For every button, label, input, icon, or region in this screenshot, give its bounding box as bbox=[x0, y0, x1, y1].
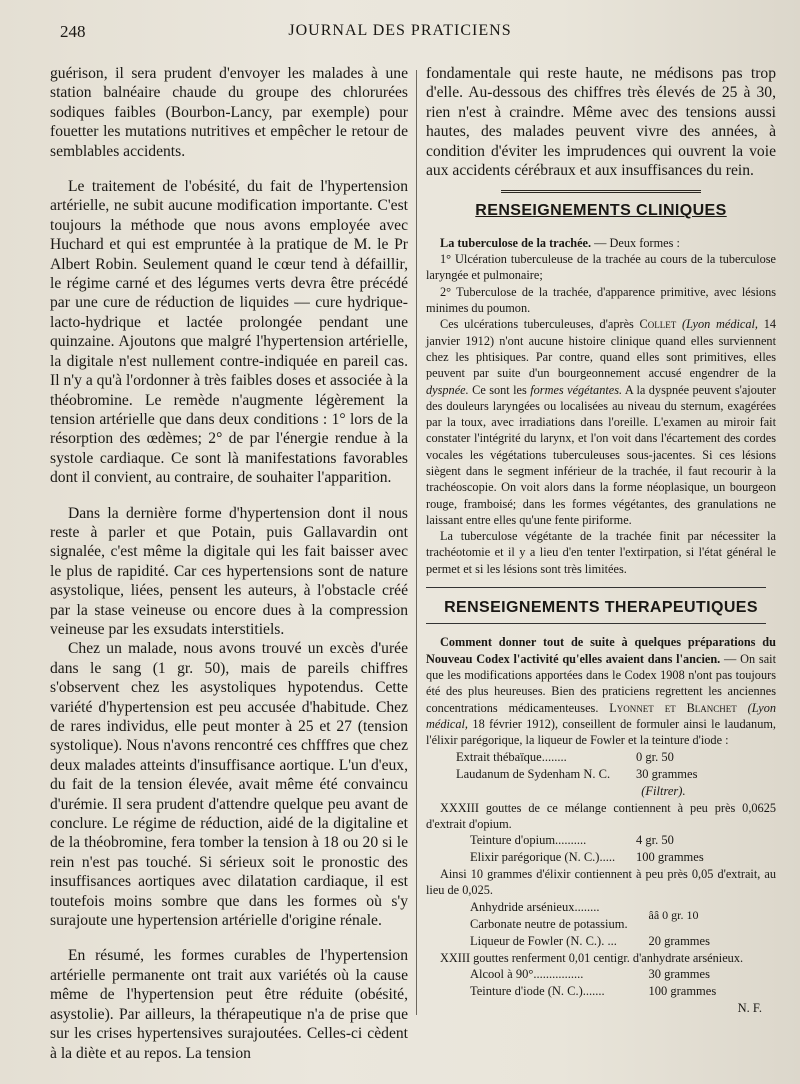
author-name: Collet bbox=[639, 317, 677, 332]
paragraph: La tuberculose végétante de la trachée finit par nécessiter la trachéotomie et il y a lieu d'en tenter l'extirpation, si l'état général le permet et si les lésions sont très limitées. bbox=[426, 529, 776, 576]
paragraph: Le traitement de l'obésité, du fait de l'hypertension artérielle, ne subit aucune modification importante. C'est toujours la méthode que nous avons employée avec Huchard et qui est empruntée à la pratique de M. le Pr Albert Robin. Seulement quand le cœur tend à défaillir, le régime carné et des légumes verts devra être précédé par une cure de réduction de liquides — cure hydrique-lacto-hydrique et lactée prolongée pendant une quinzaine. Ajoutons que malgré l'hypertension artérielle, la digitale n'est nullement contre-indiquée en pareil cas. Il n'y a qu'à l'ordonner à très faibles doses et associée à la théobromine. Le remède n'augmente légèrement la tension artérielle que dans deux conditions : 1° lors de la résorption des œdèmes; 2° de par l'énergie rendue à la systole cardiaque. Ce sont là manifestations favorables dont il convient, au contraire, de souhaiter l'apparition. bbox=[50, 178, 408, 487]
article-lead-text: — Deux formes : bbox=[591, 235, 680, 250]
article-title: La tuberculose de la trachée. bbox=[440, 235, 592, 250]
quantity: 0 gr. 50 bbox=[636, 749, 674, 764]
list-item: 1° Ulcération tuberculeuse de la trachée au cours de la tuberculose laryngée et pulmonaire; bbox=[426, 252, 776, 283]
prescription-row bbox=[426, 783, 776, 800]
prescription-row bbox=[426, 966, 776, 983]
quantity: 20 grammes bbox=[648, 933, 710, 948]
journal-citation: (Lyon médical, bbox=[426, 700, 776, 731]
quantity: 30 grammes bbox=[648, 967, 710, 982]
quantity: 100 grammes bbox=[636, 850, 704, 865]
paragraph: Dans la dernière forme d'hypertension dont il nous reste à parler et que Potain, puis Gallavardin ont signalée, c'est même la digitale qui les fait baisser avec le plus de rapidité. Car ces hypertensions sont de nature asystolique, liées, pensent les auteurs, à l'obstacle créé par la stase veineuse ou encore dues à la compression veineuse par les exsudats interstitiels. bbox=[50, 504, 408, 638]
paragraph: En résumé, les formes curables de l'hypertension artérielle permanente ont trait aux variétés où la cause même de l'hypertension peut être réduite (obésité, asystolie). Par ailleurs, la thérapeutique n'a de prise que sur les crises hypertensives surajoutées. Celles-ci cèdent à la diète et au repos. La tension bbox=[50, 947, 408, 1062]
paragraph: Ainsi 10 grammes d'élixir contiennent à peu près 0,05 d'extrait, au lieu de 0,025. bbox=[426, 867, 776, 898]
prescription-row bbox=[426, 832, 776, 849]
quantity: 4 gr. 50 bbox=[636, 833, 674, 848]
ingredient: Elixir parégorique (N. C.)..... bbox=[470, 850, 616, 865]
ingredient: Carbonate neutre de potassium. bbox=[470, 916, 628, 931]
therapeutic-section bbox=[426, 634, 776, 1016]
ingredient: Laudanum de Sydenham N. C. bbox=[456, 766, 611, 781]
column-divider bbox=[416, 70, 417, 1015]
author-names: Lyonnet et Blanchet bbox=[609, 700, 737, 715]
text-run: — On sait que les modifications apportées dans le Codex 1908 n'ont pas toujours été des plus heureuses. Bien des praticiens regrettent les anciennes concentrations médicamenteuses. bbox=[426, 651, 776, 715]
ingredient: Extrait thébaïque........ bbox=[456, 749, 567, 764]
left-column bbox=[50, 64, 408, 1063]
text-run: 14 janvier 1912) n'ont aucune histoire clinique quand elles surviennent chez les phtisiques. Par contre, quand elles sont primitives, elles peuvent par suite d'un bourgeonnement accusé engendrer de la bbox=[426, 317, 777, 381]
clinical-section bbox=[426, 235, 776, 577]
text-run: 18 février 1912), conseillent de formuler ainsi le laudanum, l'élixir parégorique, la liqueur de Fowler et la teinture d'iode : bbox=[426, 716, 776, 748]
prescription-row bbox=[426, 766, 776, 783]
paragraph: XXIII gouttes renferment 0,01 centigr. d'anhydrate arsénieux. bbox=[440, 950, 744, 965]
prescription-row bbox=[426, 749, 776, 766]
paragraph: XXXIII gouttes de ce mélange contiennent à peu près 0,0625 d'extrait d'opium. bbox=[426, 800, 776, 831]
running-head bbox=[0, 22, 800, 44]
text-run: Ce sont les bbox=[468, 382, 531, 397]
ingredient: Alcool à 90°................ bbox=[470, 967, 584, 982]
quantity: ââ 0 gr. 10 bbox=[648, 907, 699, 922]
page-number: 248 bbox=[60, 22, 86, 41]
prescription-row bbox=[426, 849, 776, 866]
section-title-therapeutic: RENSEIGNEMENTS THERAPEUTIQUES bbox=[444, 599, 758, 617]
prescription-row bbox=[426, 983, 776, 1000]
quantity: 30 grammes bbox=[636, 766, 698, 781]
text-run: A la dyspnée peuvent s'ajouter des douleurs laryngées ou localisées au niveau du sternum, exagérées par la toux, avec irradiations dans l'oreille. L'examen au miroir fait constater l'intégrité du larynx, et l'on voit dans l'écartement des cordes vocales les végétations tuberculeuses sous-jacentes. Si ces lésions siègent dans le segment inférieur de la trachée, il faut recourir à la trachéoscopie. On voit alors dans la forme néoplasique, un bourgeon rouge, framboisé; dans les formes végétantes, des granulations ne laissant entre elles qu'une fente piriforme. bbox=[426, 382, 776, 527]
prescription-row bbox=[426, 933, 776, 950]
journal-citation: (Lyon médical, bbox=[681, 317, 758, 332]
paragraph: guérison, il sera prudent d'envoyer les malades à une station balnéaire chaude du groupe des chlorurées sodiques faibles (Bourbon-Lancy, par exemple) pour fouetter les mutations nutritives et empêcher le retour de semblables accidents. bbox=[50, 65, 408, 160]
ingredient: Teinture d'iode (N. C.)....... bbox=[470, 984, 605, 999]
italic-term: dyspnée. bbox=[426, 382, 469, 397]
section-rule bbox=[426, 587, 766, 588]
section-title-clinical: RENSEIGNEMENTS CLINIQUES bbox=[475, 202, 727, 220]
paragraph: fondamentale qui reste haute, ne médisons pas trop d'elle. Au-dessous des chiffres très élevés de 25 à 30, rien n'est à craindre. Même avec des tensions aussi hautes, des malades peuvent vivre des années, à condition d'éviter les imprudences qui ouvrent la voie aux accidents cérébraux et aux insuffisances du rein. bbox=[426, 65, 776, 180]
article-title: Comment donner tout de suite à quelques préparations du Nouveau Codex l'activité qu'elles avaient dans l'ancien. bbox=[426, 635, 776, 666]
section-divider bbox=[501, 190, 701, 195]
italic-term: formes végétantes. bbox=[530, 382, 623, 397]
filter-note: (Filtrer). bbox=[641, 783, 686, 798]
prescription-row bbox=[426, 899, 776, 922]
paragraph: Chez un malade, nous avons trouvé un excès d'urée dans le sang (1 gr. 50), mais de pareils chiffres s'observent chez les asystoliques hypotendus. Cette variété d'hypertension est peu accusée d'habitude. Chez de rares individus, elle peut monter à 25 et 27 (tension systolique). Nous n'avons rencontré ces chfffres que chez deux malades atteints d'insuffisance aortique. L'un d'eux, du fait de la tension élevée, avait même été convaincu d'urémie. Il sera prudent d'attendre quelque peu avant de conclure. Le régime de réduction, aidé de la digitaline et de la théobromine, fera tomber la tension à 18 ou 20 si le rein n'est pas touché. Si sérieux soit le pronostic des insuffisances aortiques avec dilatation cardiaque, il est toutefois moins sombre que dans les formes où s'y surajoute une hypertension artérielle d'origine rénale. bbox=[50, 640, 408, 930]
quantity: 100 grammes bbox=[648, 984, 717, 999]
section-rule bbox=[426, 623, 766, 624]
journal-title: JOURNAL DES PRATICIENS bbox=[288, 22, 512, 39]
text-run: Ces ulcérations tuberculeuses, d'après bbox=[440, 317, 640, 332]
right-column bbox=[426, 64, 776, 1016]
list-item: 2° Tuberculose de la trachée, d'apparence primitive, avec lésions minimes du poumon. bbox=[426, 284, 776, 316]
ingredient: Teinture d'opium.......... bbox=[470, 833, 587, 848]
ingredient: Anhydride arsénieux........ bbox=[470, 899, 600, 914]
signature: N. F. bbox=[737, 1001, 762, 1016]
ingredient: Liqueur de Fowler (N. C.). ... bbox=[470, 933, 617, 948]
